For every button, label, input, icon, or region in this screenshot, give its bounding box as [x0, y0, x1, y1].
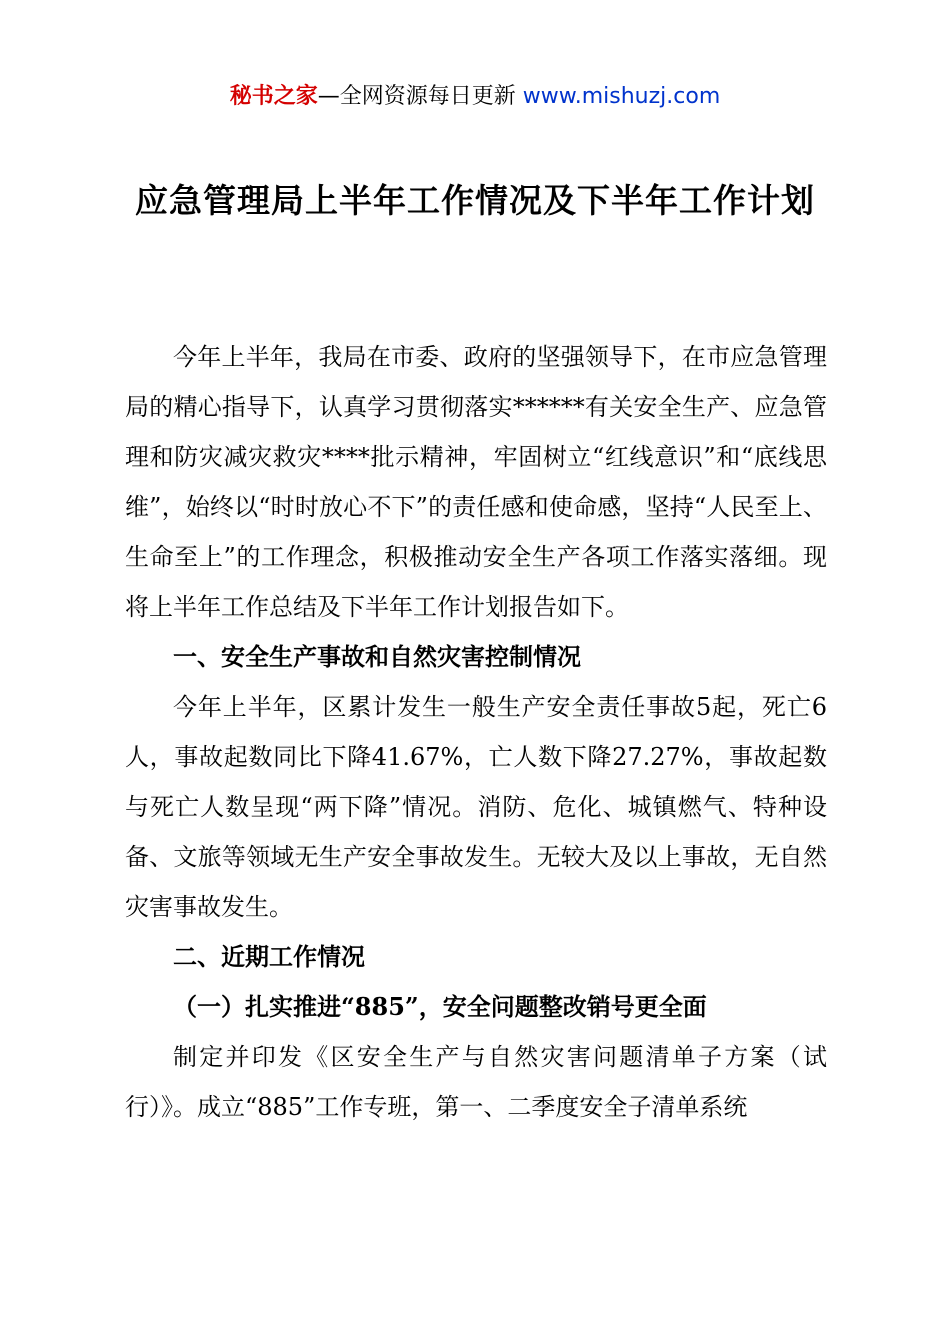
subsection-1-paragraph: 制定并印发《区安全生产与自然灾害问题清单子方案（试行）》。成立“885”工作专班，第一、二季度安全子清单系统	[125, 1043, 827, 1121]
section-heading-1: 一、安全生产事故和自然灾害控制情况	[173, 643, 581, 671]
site-slogan: —全网资源每日更新	[317, 84, 516, 109]
document-title: 应急管理局上半年工作情况及下半年工作计划	[135, 181, 815, 220]
subsection-heading-1: （一）扎实推进“885”，安全问题整改销号更全面	[173, 992, 707, 1021]
section-1-paragraph: 今年上半年，区累计发生一般生产安全责任事故5起，死亡6人，事故起数同比下降41.67%，亡人数下降27.27%，事故起数与死亡人数呈现“两下降”情况。消防、危化、城镇燃气、特种设备、文旅等领域无生产安全事故发生。无较大及以上事故，无自然灾害事故发生。	[125, 693, 827, 921]
site-url-link[interactable]: www.mishuzj.com	[522, 84, 721, 109]
site-header	[0, 80, 950, 114]
document-body	[125, 332, 827, 1132]
intro-paragraph: 今年上半年，我局在市委、政府的坚强领导下，在市应急管理局的精心指导下，认真学习贯彻落实******有关安全生产、应急管理和防灾减灾救灾****批示精神，牢固树立“红线意识”和“底线思维”，始终以“时时放心不下”的责任感和使命感，坚持“人民至上、生命至上”的工作理念，积极推动安全生产各项工作落实落细。现将上半年工作总结及下半年工作计划报告如下。	[125, 343, 827, 621]
site-brand: 秘书之家	[229, 84, 318, 109]
section-heading-2: 二、近期工作情况	[173, 943, 365, 971]
